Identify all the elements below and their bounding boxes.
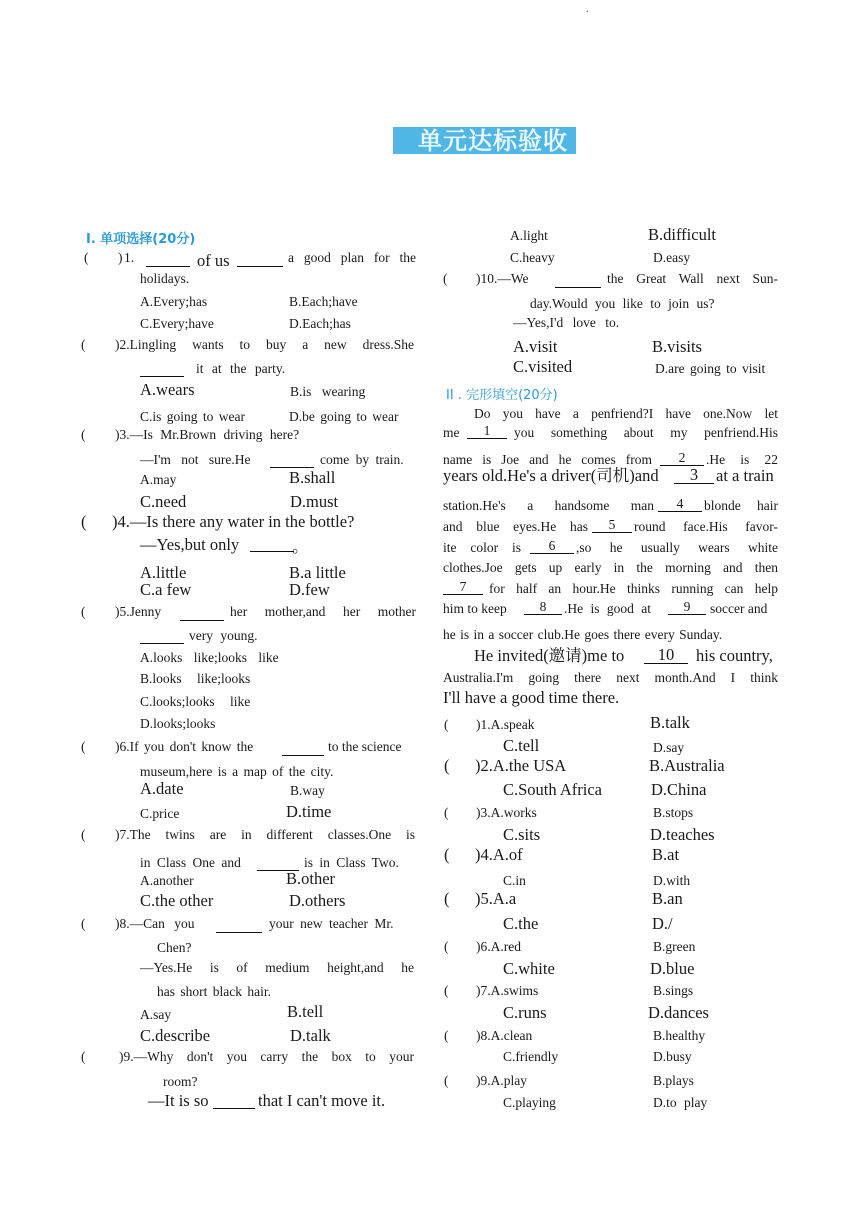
option-b: B.green bbox=[653, 939, 696, 954]
option-c: C.in bbox=[503, 873, 526, 888]
question-text: it at the party. bbox=[196, 361, 286, 376]
option-c: C.Every;have bbox=[140, 316, 214, 331]
option-b: B.talk bbox=[650, 713, 690, 732]
question-text: )7.The twins are in different classes.One is bbox=[115, 827, 415, 842]
option-c: C.describe bbox=[140, 1026, 211, 1045]
question-number: 1. bbox=[124, 250, 135, 265]
blank-10: 10 bbox=[644, 647, 688, 664]
option-a: A.another bbox=[140, 873, 194, 888]
option-c: C.South Africa bbox=[503, 780, 602, 799]
option-d: D.time bbox=[286, 802, 332, 821]
answer-blank bbox=[282, 739, 324, 756]
option-d: D.dances bbox=[648, 1003, 709, 1022]
question-text: the Great Wall next Sun- bbox=[607, 271, 778, 286]
option-a: )4.A.of bbox=[475, 845, 523, 864]
answer-paren: ( bbox=[81, 916, 86, 931]
answer-blank bbox=[213, 1092, 255, 1109]
answer-blank bbox=[140, 627, 184, 644]
answer-paren: ( bbox=[81, 512, 87, 531]
option-d: D.to play bbox=[653, 1095, 708, 1110]
question-text: —I'm not sure.He bbox=[140, 452, 251, 467]
question-text: her mother,and her mother bbox=[230, 604, 416, 619]
passage-line: his country, bbox=[696, 646, 773, 665]
option-d: D.say bbox=[653, 740, 685, 755]
option-a: )6.A.red bbox=[476, 939, 521, 954]
option-b: B.is wearing bbox=[290, 384, 366, 399]
blank-6: 6 bbox=[530, 539, 574, 554]
option-d: D.blue bbox=[650, 959, 695, 978]
option-c: C.a few bbox=[140, 580, 192, 599]
passage-line: clothes.Joe gets up early in the morning and then bbox=[443, 560, 778, 575]
passage-line: He invited(邀请)me to bbox=[474, 646, 625, 665]
option-c: C.heavy bbox=[510, 250, 555, 265]
option-d: D.few bbox=[289, 580, 330, 599]
option-b: B.way bbox=[290, 783, 325, 798]
passage-line: Australia.I'm going there next month.And I think bbox=[443, 670, 778, 685]
passage-line: he is in a soccer club.He goes there every Sunday. bbox=[443, 627, 723, 642]
option-a: A.may bbox=[140, 472, 177, 487]
answer-paren: ( bbox=[81, 739, 86, 754]
option-d: D.must bbox=[290, 492, 339, 511]
question-text: )6.If you don't know the bbox=[115, 739, 254, 754]
option-c: C.price bbox=[140, 806, 180, 821]
answer-blank bbox=[146, 250, 190, 267]
option-c: C.white bbox=[503, 959, 555, 978]
option-d: D.with bbox=[653, 873, 691, 888]
option-a: A.date bbox=[140, 779, 184, 798]
passage-line: at a train bbox=[716, 466, 774, 485]
passage-line: ite color is bbox=[443, 540, 521, 555]
option-b: B.other bbox=[286, 869, 336, 888]
option-b: B.healthy bbox=[653, 1028, 706, 1043]
answer-paren: ( bbox=[444, 1073, 449, 1088]
question-text: is in Class Two. bbox=[304, 855, 399, 870]
answer-paren: ( bbox=[444, 889, 450, 908]
option-a: )5.A.a bbox=[475, 889, 517, 908]
option-c: C.friendly bbox=[503, 1049, 559, 1064]
passage-line: and blue eyes.He has bbox=[443, 519, 588, 534]
answer-blank bbox=[237, 250, 283, 267]
blank-7: 7 bbox=[443, 580, 483, 595]
option-d: D.Each;has bbox=[289, 316, 351, 331]
answer-paren: ( bbox=[444, 845, 450, 864]
page-title: 单元达标验收 bbox=[418, 127, 568, 155]
question-text: of us bbox=[197, 251, 230, 270]
blank-3: 3 bbox=[674, 467, 714, 484]
question-text: day.Would you like to join us? bbox=[530, 296, 715, 311]
option-d: D.are going to visit bbox=[655, 361, 766, 376]
question-text: very young. bbox=[189, 628, 258, 643]
passage-line: him to keep bbox=[443, 601, 507, 616]
blank-2: 2 bbox=[660, 451, 704, 466]
option-d: D.easy bbox=[653, 250, 691, 265]
option-c: C.tell bbox=[503, 736, 540, 755]
section-1-heading: I. 单项选择(20分) bbox=[86, 232, 196, 247]
answer-blank bbox=[270, 451, 314, 468]
question-text: —Yes,I'd love to. bbox=[513, 315, 620, 330]
question-text: —Yes.He is of medium height,and he bbox=[140, 960, 414, 975]
passage-line: you something about my penfriend.His bbox=[514, 425, 778, 440]
section-2-heading: II . 完形填空(20分) bbox=[446, 388, 558, 403]
option-d: D./ bbox=[652, 914, 673, 933]
question-text: )4.—Is there any water in the bottle? bbox=[112, 512, 355, 531]
option-c: C.sits bbox=[503, 825, 541, 844]
passage-line: name is Joe and he comes from bbox=[443, 452, 652, 467]
option-b: B.Each;have bbox=[289, 294, 358, 309]
question-text: )8.—Can you bbox=[115, 916, 195, 931]
option-a: )7.A.swims bbox=[476, 983, 539, 998]
blank-8: 8 bbox=[524, 600, 562, 615]
option-c: C.need bbox=[140, 492, 187, 511]
option-b: B.shall bbox=[289, 468, 336, 487]
question-text: a good plan for the bbox=[288, 250, 416, 265]
passage-line: .He is good at bbox=[564, 601, 651, 616]
option-a: )3.A.works bbox=[476, 805, 537, 820]
answer-paren: ( bbox=[81, 1049, 86, 1064]
option-a: A.say bbox=[140, 1007, 172, 1022]
answer-blank bbox=[140, 360, 184, 377]
question-text: )5.Jenny bbox=[115, 604, 162, 619]
option-a: A.visit bbox=[513, 337, 558, 356]
answer-blank bbox=[250, 537, 294, 552]
blank-5: 5 bbox=[592, 518, 632, 533]
answer-paren: ( bbox=[81, 337, 86, 352]
option-b: B.at bbox=[652, 845, 680, 864]
question-text: )9.—Why don't you carry the box to your bbox=[119, 1049, 414, 1064]
answer-paren: ( bbox=[444, 805, 449, 820]
option-c: C.is going to wear bbox=[140, 409, 245, 424]
option-d: D.teaches bbox=[650, 825, 715, 844]
option-b: B.Australia bbox=[649, 756, 725, 775]
question-text: 。 bbox=[292, 537, 309, 556]
passage-line: Do you have a penfriend?I have one.Now let bbox=[474, 406, 778, 421]
question-text: room? bbox=[163, 1074, 198, 1089]
option-a: A.wears bbox=[140, 380, 195, 399]
answer-paren: ( bbox=[444, 939, 449, 954]
passage-line: station.He's a handsome man bbox=[443, 498, 654, 513]
option-a: )2.A.the USA bbox=[475, 756, 567, 775]
answer-paren: ( bbox=[444, 1028, 449, 1043]
answer-paren: ( bbox=[443, 271, 448, 286]
question-text: museum,here is a map of the city. bbox=[140, 764, 334, 779]
option-c: C.visited bbox=[513, 357, 573, 376]
option-d: D.be going to wear bbox=[289, 409, 399, 424]
question-text: in Class One and bbox=[140, 855, 241, 870]
option-a: A.looks like;looks like bbox=[140, 650, 279, 665]
option-c: C.looks;looks like bbox=[140, 694, 251, 709]
passage-line: for half an hour.He thinks running can help bbox=[489, 581, 778, 596]
option-b: B.a little bbox=[289, 563, 346, 582]
question-text: —Yes,but only bbox=[140, 535, 240, 554]
header-dot: . bbox=[586, 4, 589, 15]
option-a: )1.A.speak bbox=[476, 717, 535, 732]
option-a: )9.A.play bbox=[476, 1073, 527, 1088]
question-text: your new teacher Mr. bbox=[269, 916, 394, 931]
question-text: )3.—Is Mr.Brown driving here? bbox=[115, 427, 300, 442]
answer-blank bbox=[180, 604, 224, 621]
passage-line: me bbox=[443, 425, 460, 440]
blank-4: 4 bbox=[658, 497, 702, 512]
passage-line: round face.His favor- bbox=[634, 519, 778, 534]
answer-paren: ( bbox=[81, 827, 86, 842]
answer-blank bbox=[555, 271, 601, 288]
answer-paren: ( bbox=[81, 427, 86, 442]
passage-line: years old.He's a driver(司机)and bbox=[443, 466, 659, 485]
blank-1: 1 bbox=[467, 424, 507, 439]
answer-paren-close: ) bbox=[118, 250, 123, 265]
question-text: holidays. bbox=[140, 271, 190, 286]
option-b: B.looks like;looks bbox=[140, 671, 251, 686]
answer-blank bbox=[216, 916, 262, 933]
option-b: B.tell bbox=[287, 1002, 324, 1021]
passage-line: .He is 22 bbox=[706, 452, 778, 467]
option-d: D.talk bbox=[290, 1026, 331, 1045]
option-c: C.the other bbox=[140, 891, 214, 910]
option-b: B.sings bbox=[653, 983, 694, 998]
passage-line: soccer and bbox=[710, 601, 768, 616]
passage-line: I'll have a good time there. bbox=[443, 688, 620, 707]
question-text: that I can't move it. bbox=[258, 1091, 386, 1110]
option-a: A.Every;has bbox=[140, 294, 208, 309]
option-d: D.busy bbox=[653, 1049, 692, 1064]
option-d: D.looks;looks bbox=[140, 716, 216, 731]
option-d: D.others bbox=[289, 891, 346, 910]
question-text: come by train. bbox=[320, 452, 404, 467]
option-b: B.stops bbox=[653, 805, 694, 820]
answer-paren: ( bbox=[84, 250, 89, 265]
option-d: D.China bbox=[651, 780, 707, 799]
passage-line: ,so he usually wears white bbox=[576, 540, 778, 555]
option-b: B.an bbox=[652, 889, 683, 908]
option-a: )8.A.clean bbox=[476, 1028, 533, 1043]
question-text: to the science bbox=[328, 739, 402, 754]
option-a: A.light bbox=[510, 228, 548, 243]
blank-9: 9 bbox=[668, 600, 706, 615]
option-c: C.playing bbox=[503, 1095, 556, 1110]
option-a: A.little bbox=[140, 563, 187, 582]
answer-paren: ( bbox=[444, 717, 449, 732]
question-text: )2.Lingling wants to buy a new dress.She bbox=[115, 337, 414, 352]
question-text: )10.—We bbox=[476, 271, 529, 286]
question-text: has short black hair. bbox=[157, 984, 271, 999]
answer-paren: ( bbox=[444, 983, 449, 998]
option-b: B.difficult bbox=[648, 225, 716, 244]
question-text: Chen? bbox=[157, 940, 192, 955]
option-b: B.visits bbox=[652, 337, 702, 356]
answer-paren: ( bbox=[444, 756, 450, 775]
option-c: C.runs bbox=[503, 1003, 547, 1022]
question-text: —It is so bbox=[148, 1091, 209, 1110]
passage-line: blonde hair bbox=[704, 498, 778, 513]
option-c: C.the bbox=[503, 914, 539, 933]
option-b: B.plays bbox=[653, 1073, 694, 1088]
answer-paren: ( bbox=[81, 604, 86, 619]
